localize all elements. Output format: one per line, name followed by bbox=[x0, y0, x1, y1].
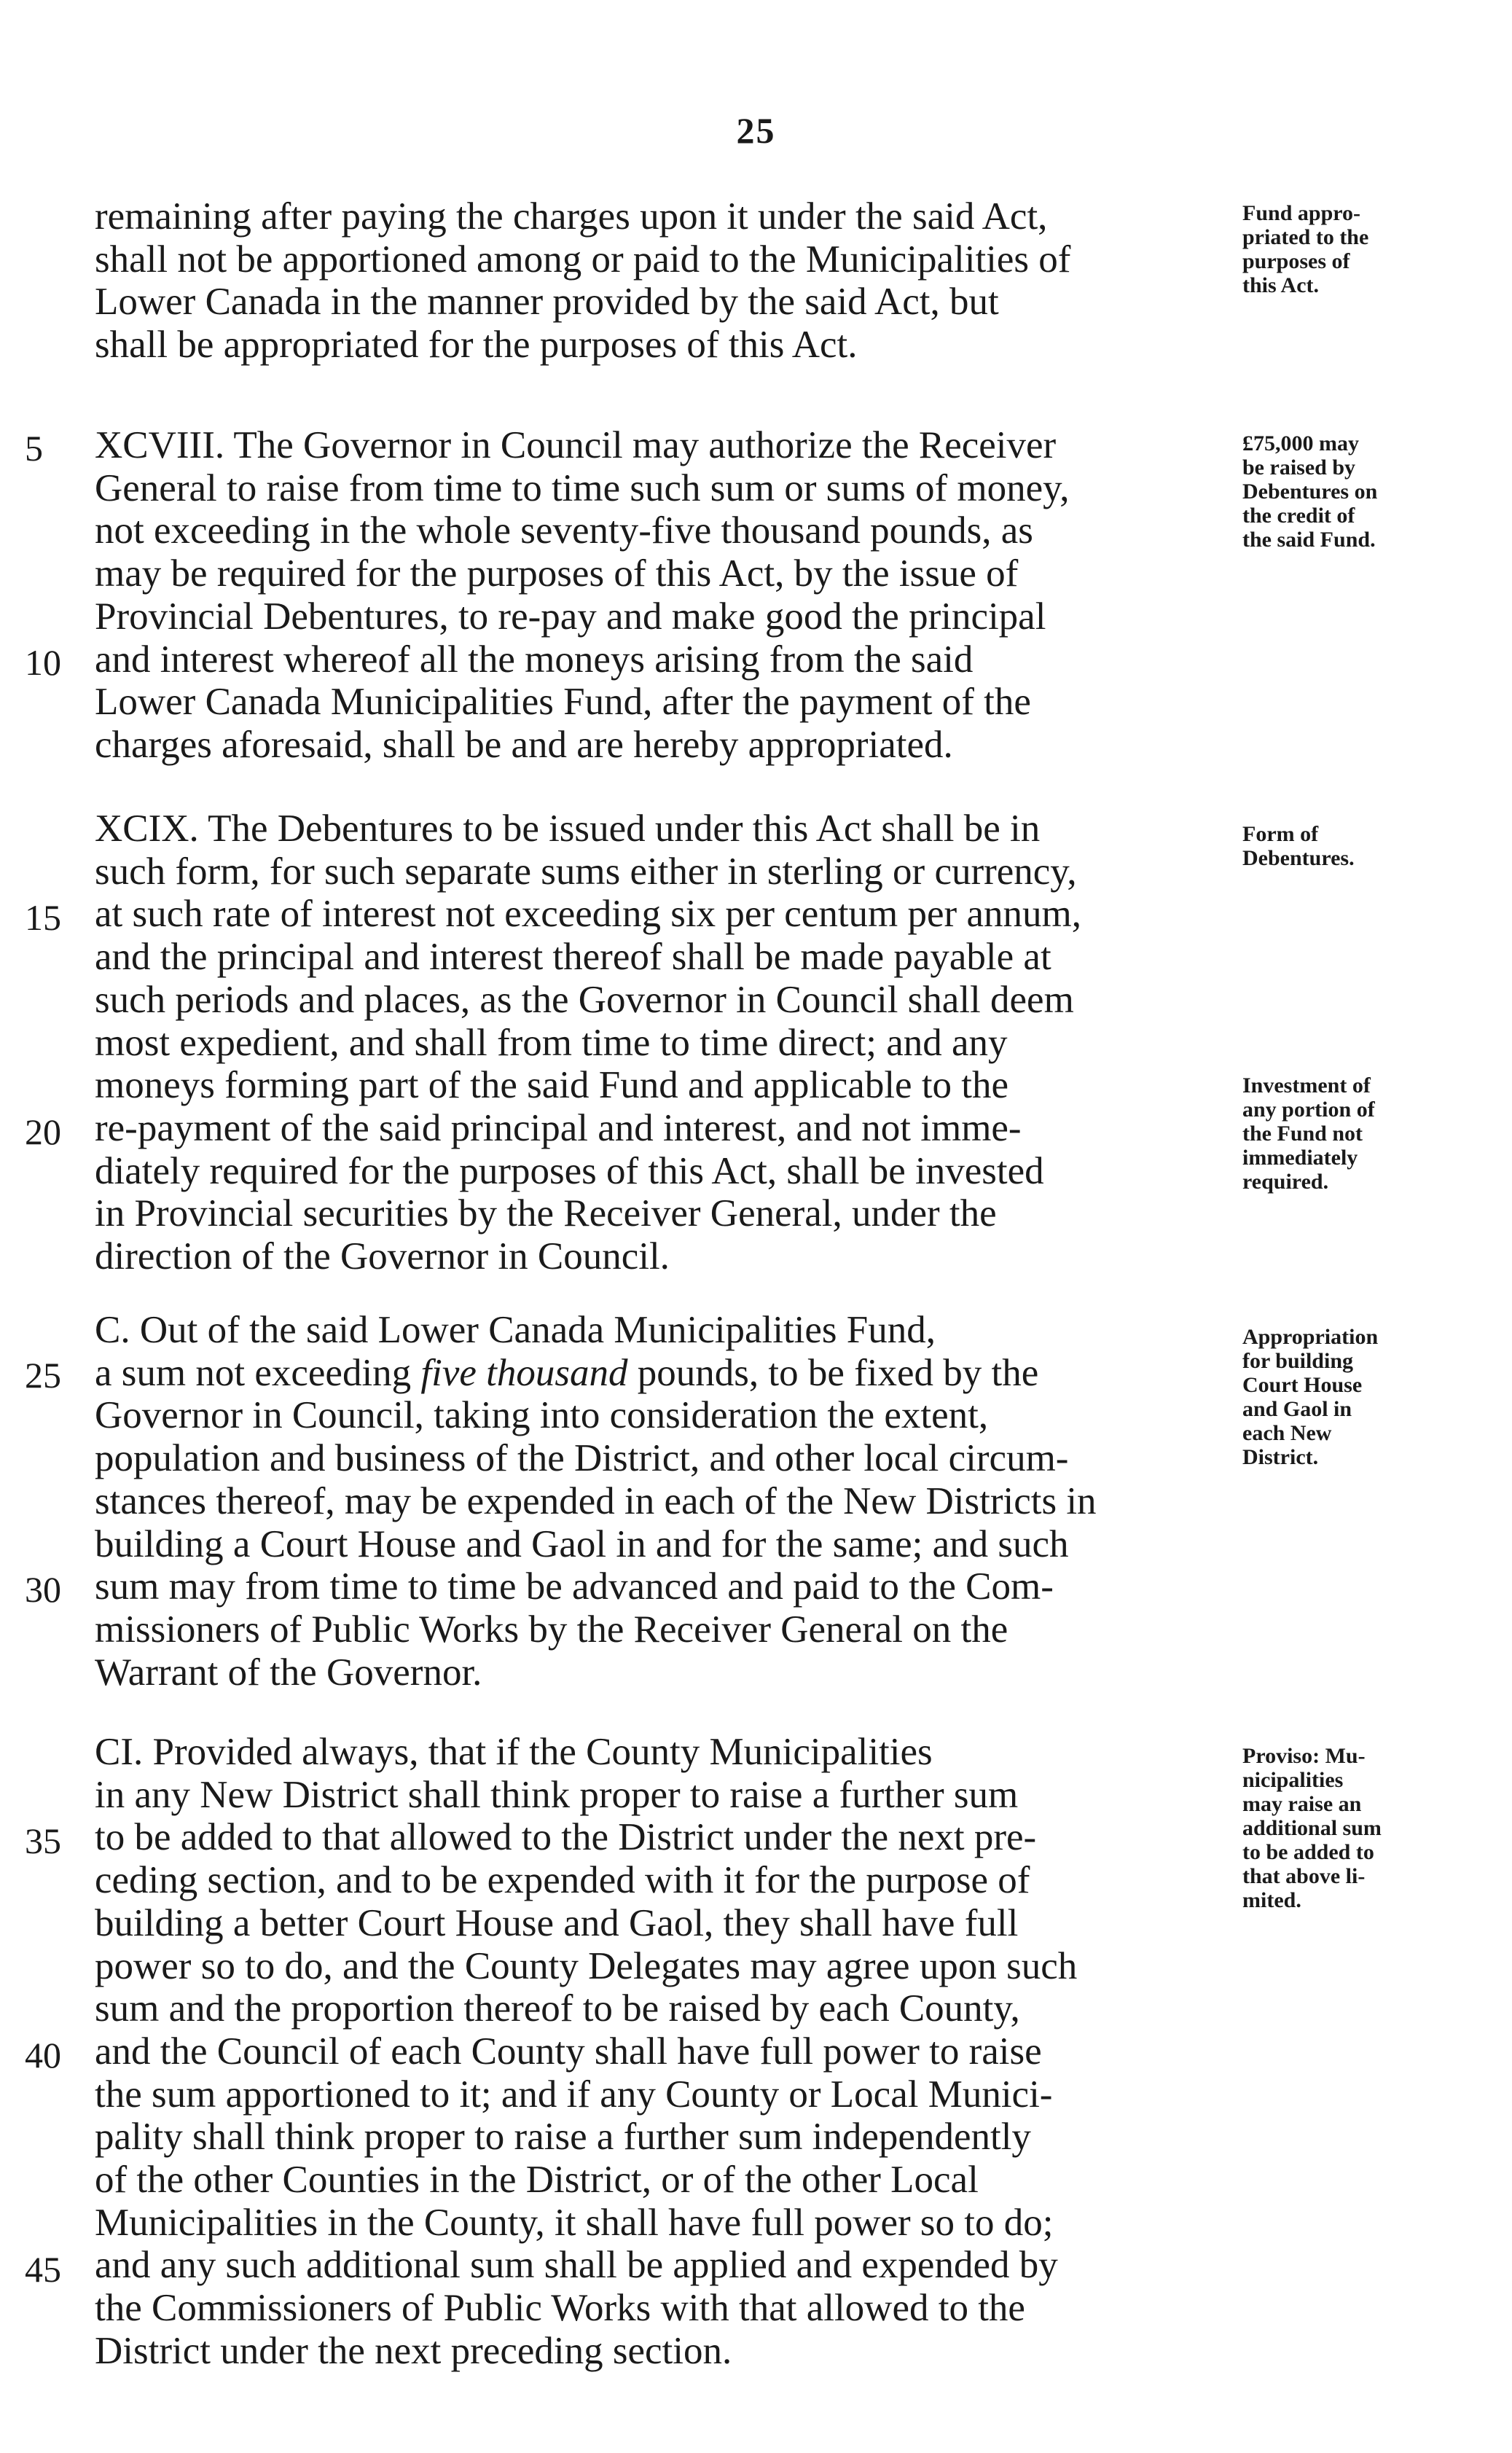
section-text: XCVIII. The Governor in Council may authorize the Receiver General to raise from time to time such sum or sums of money, not exceeding in the whole seventy-five thousand pounds, as may be required for the purposes of this Act, by the issue of Provincial Debentures, to re-pay and make good the principal and interest whereof all the moneys arising from the said Lower Canada Municipalities Fund, after the payment of the charges aforesaid, shall be and are hereby appropriated. bbox=[95, 424, 1070, 766]
section-text: XCIX. The Debentures to be issued under this Act shall be in such form, for such separate sums either in sterling or currency, at such rate of interest not exceeding six per centum per annum, and the principal and interest thereof shall be made payable at such periods and places, as the Governor in Council shall deem most expedient, and shall from time to time direct; and any moneys forming part of the said Fund and applicable to the re-payment of the said principal and interest, and not imme- diately required for the purposes of this Act, shall be invested in Provincial securities by the Receiver General, under the direction of the Governor in Council. bbox=[95, 807, 1081, 1278]
margin-note: Form of Debentures. bbox=[1242, 822, 1355, 870]
line-number: 20 bbox=[25, 1111, 61, 1152]
line-number: 40 bbox=[25, 2035, 61, 2076]
line-number: 15 bbox=[25, 897, 61, 938]
line-number: 10 bbox=[25, 642, 61, 683]
section-text: CI. Provided always, that if the County Municipalities in any New District shall think proper to raise a further sum to be added to that allowed to the District under the next pre- ceding section, and to be expended with it for the purpose of building a better Court House and Gaol, they shall have full power so to do, and the County Delegates may agree upon such sum and the proportion thereof to be raised by each County, and the Council of each County shall have full power to raise the sum apportioned to it; and if any County or Local Munici- pality shall think proper to raise a further sum independently of the other Counties in the District, or of the other Local Municipalities in the County, it shall have full power so to do; and any such additional sum shall be applied and expended by the Commissioners of Public Works with that allowed to the District under the next preceding section. bbox=[95, 1731, 1078, 2372]
line-number: 5 bbox=[25, 428, 43, 469]
line-number: 30 bbox=[25, 1569, 61, 1610]
margin-note: Appropriation for building Court House and Gaol in each New District. bbox=[1242, 1325, 1379, 1469]
line-number: 25 bbox=[25, 1355, 61, 1396]
margin-note: Proviso: Mu- nicipalities may raise an additional sum to be added to that above li- mited. bbox=[1242, 1744, 1382, 1912]
page-number: 25 bbox=[736, 110, 776, 151]
line-number: 35 bbox=[25, 1820, 61, 1861]
text-part: C. Out of the said Lower Canada Municipalities Fund, a sum not exceeding bbox=[95, 1309, 936, 1394]
section-text bbox=[95, 1309, 1228, 1694]
paragraph-text: remaining after paying the charges upon it under the said Act, shall not be apportioned among or paid to the Municipalities of Lower Canada in the manner provided by the said Act, but shall be appropriated for the purposes of this Act. bbox=[95, 195, 1071, 367]
text-part: pounds, to be fixed by the Governor in Council, taking into consideration the extent, population and business of the District, and other local circum- stances thereof, may be expended in each of the New Districts in building a Court House and Gaol in and for the same; and such sum may from time to time be advanced and paid to the Com- missioners of Public Works by the Receiver General on the Warrant of the Governor. bbox=[95, 1351, 1097, 1694]
margin-note: Fund appro- priated to the purposes of this Act. bbox=[1242, 201, 1369, 297]
margin-note: Investment of any portion of the Fund not immediately required. bbox=[1242, 1073, 1375, 1194]
margin-note: £75,000 may be raised by Debentures on the credit of the said Fund. bbox=[1242, 431, 1378, 552]
line-number: 45 bbox=[25, 2249, 61, 2290]
italic-amount: five thousand bbox=[420, 1351, 628, 1394]
